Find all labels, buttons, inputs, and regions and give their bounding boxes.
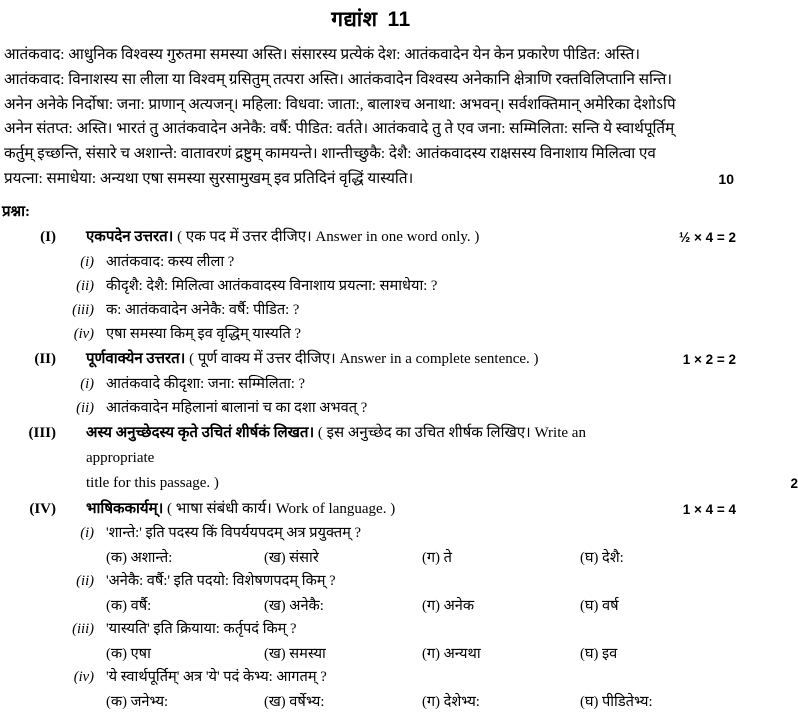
exam-page [0,6,798,713]
option-gha[interactable]: (घ) इव [580,645,618,662]
option-row [106,594,742,618]
question-main-4 [0,497,742,522]
sub-question-text: कीदृशै: देशै: मिलित्वा आतंकवादस्य विनाशाय प्रयत्ना: समाधेया: ? [106,277,438,294]
sub-question-text: क: आतंकवादेन अनेकै: वर्षै: पीडित: ? [106,301,300,318]
option-ka[interactable]: (क) वर्षै: [106,597,152,614]
option-gha[interactable]: (घ) पीडितेभ्य: [580,693,653,710]
sub-question [0,372,742,396]
question-block-2 [0,347,742,420]
question-block-1 [0,225,742,346]
option-gha[interactable]: (घ) देशै: [580,549,624,566]
sub-question [0,666,742,690]
page-title [0,6,742,33]
sub-question [0,570,742,594]
sub-question-number: (i) [80,375,94,392]
option-row [106,690,742,714]
question-text-continued [86,471,798,496]
option-ga[interactable]: (ग) अनेक [422,597,475,614]
sub-question-number: (ii) [76,399,94,416]
sub-question [0,250,742,274]
question-text-rest: ( भाषा संबंधी कार्य। Work of language. ) [167,500,396,517]
sub-question [0,618,742,642]
passage-body [0,43,742,192]
sub-question-text: आतंकवादे कीदृशा: जना: सम्मिलिता: ? [106,375,305,392]
option-ka[interactable]: (क) अशान्ते: [106,549,173,566]
question-text [86,225,742,250]
page-title-number: 11 [387,8,411,31]
question-marks: 1 × 4 = 4 [682,501,736,517]
question-text-bold: अस्य अनुच्छेदस्य कृते उचितं शीर्षकं लिखत। [86,424,315,441]
question-text-cont-line: title for this passage. ) [86,474,219,491]
question-text [86,347,742,372]
option-row [106,546,742,570]
passage-line-last [4,167,736,192]
passage-line: कर्तुम् इच्छन्ति, संसारे च अशान्ते: वातावरणं द्रष्टुम् कामयन्ते। शान्तीच्छुकै: देशै: आतंकवादस्य राक्षसस्य विनाशाय मिलित्वा एव [4,145,656,163]
question-text-rest: ( एक पद में उत्तर दीजिए। Answer in one word only. ) [177,228,480,245]
question-marks: 2 [790,475,798,491]
question-block-4 [0,497,742,714]
option-kha[interactable]: (ख) समस्या [264,645,326,662]
passage-line-text: प्रयत्ना: समाधेया: अन्यथा एषा समस्या सुरसामुखम् इव प्रतिदिनं वृद्धिं यास्यति। [4,169,414,187]
sub-question-text: 'अनेकै: वर्षै:' इति पदयो: विशेषणपदम् किम् ? [106,572,336,589]
sub-question-text: एषा समस्या किम् इव वृद्धिम् यास्यति ? [106,325,301,342]
sub-question-number: (iii) [72,301,94,318]
sub-question-number: (i) [80,524,94,541]
question-text-bold: एकपदेन उत्तरत। [86,228,174,245]
sub-question [0,522,742,546]
sub-question-text: आतंकवाद: कस्य लीला ? [106,253,235,270]
sub-question-number: (i) [80,253,94,270]
sub-question-number: (iv) [73,668,94,685]
option-kha[interactable]: (ख) संसारे [264,549,319,566]
sub-question-number: (ii) [76,572,94,589]
sub-question-number: (ii) [76,277,94,294]
sub-question-text: 'यास्यति' इति क्रियाया: कर्तृपदं किम् ? [106,620,297,637]
question-number: (I) [40,228,56,245]
question-block-3 [0,421,798,496]
question-main-1 [0,225,742,250]
passage-line: आतंकवाद: विनाशस्य सा लीला या विश्वम् ग्रसितुम् तत्परा अस्ति। आतंकवादेन विश्वस्य अनेकानि क्षेत्राणि रक्तविलिप्तानि सन्ति। [4,70,673,88]
sub-question-text: आतंकवादेन महिलानां बालानां च का दशा अभवत् ? [106,399,368,416]
question-text-rest: ( इस अनुच्छेद का उचित शीर्षक लिखिए। Write an appropriate [86,424,586,466]
question-text-bold: भाषिककार्यम्। [86,500,164,517]
question-text-rest: ( पूर्ण वाक्य में उत्तर दीजिए। Answer in a complete sentence. ) [189,350,539,367]
question-marks: ½ × 4 = 2 [678,229,736,245]
option-ga[interactable]: (ग) देशेभ्य: [422,693,480,710]
option-ga[interactable]: (ग) अन्यथा [422,645,481,662]
question-marks: 1 × 2 = 2 [682,351,736,367]
question-text [86,421,742,471]
sub-question-number: (iv) [73,325,94,342]
sub-question [0,274,742,298]
option-gha[interactable]: (घ) वर्ष [580,597,619,614]
question-main-2 [0,347,742,372]
question-main-3 [0,421,798,496]
page-title-text: गद्यांश [331,7,378,31]
sub-question-text: 'शान्ते:' इति पदस्य किं विपर्ययपदम् अत्र प्रयुक्तम् ? [106,524,361,541]
option-kha[interactable]: (ख) वर्षेभ्य: [264,693,325,710]
passage-marks: 10 [718,170,734,187]
option-row [106,642,742,666]
option-kha[interactable]: (ख) अनेकै: [264,597,324,614]
question-text-bold: पूर्णवाक्येन उत्तरत। [86,350,186,367]
question-number: (II) [34,350,56,367]
sub-question-number: (iii) [72,620,94,637]
option-ga[interactable]: (ग) ते [422,549,452,566]
passage-line: अनेन अनेके निर्दोषा: जना: प्राणान् अत्यजन्। महिला: विधवा: जाता:, बालाश्च अनाथा: अभवन्। सर्वशक्तिमान् अमेरिका देशोऽपि [4,95,676,113]
question-text [86,497,742,522]
option-ka[interactable]: (क) एषा [106,645,151,662]
sub-question-text: 'ये स्वार्थपूर्तिम्' अत्र 'ये' पदं केभ्य: आगतम् ? [106,668,327,685]
question-number: (III) [28,424,56,441]
questions-heading: प्रश्ना: [2,203,31,220]
sub-question [0,396,742,420]
passage-line: आतंकवाद: आधुनिक विश्वस्य गुरुतमा समस्या अस्ति। संसारस्य प्रत्येकं देश: आतंकवादेन येन केन प्रकारेण पीडित: अस्ति। [4,46,641,63]
passage-line: अनेन संतप्त: अस्ति। भारतं तु आतंकवादेन अनेकै: वर्षै: पीडित: वर्तते। आतंकवादे तु ते एव जना: सम्मिलिता: सन्ति ये स्वार्थपूर्तिम् [4,120,675,138]
sub-question [0,298,742,322]
option-ka[interactable]: (क) जनेभ्य: [106,693,169,710]
question-number: (IV) [29,500,56,517]
sub-question [0,322,742,346]
